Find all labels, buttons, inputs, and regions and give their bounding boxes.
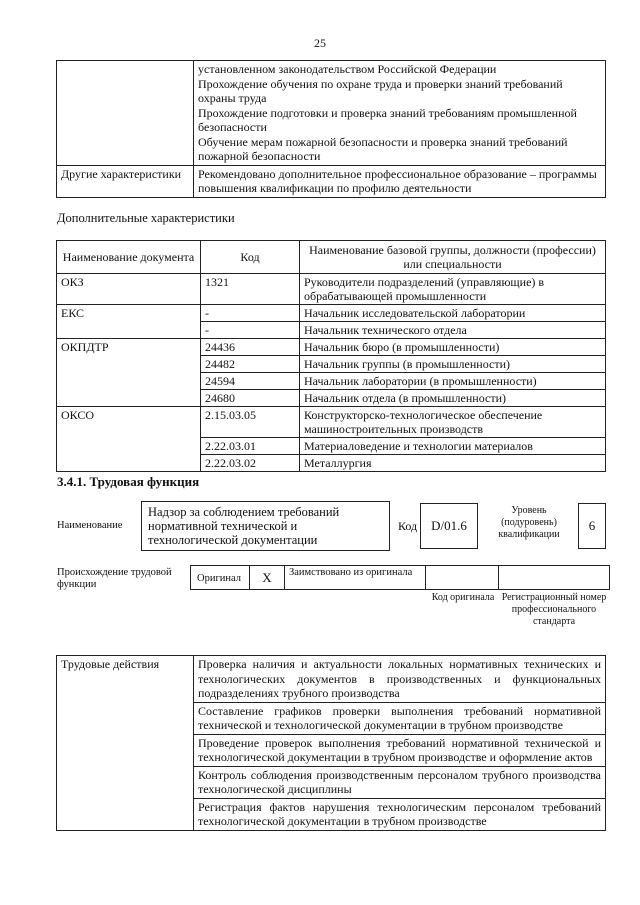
column-header: Код	[201, 241, 300, 274]
origin-row	[190, 565, 610, 590]
name-cell: Конструкторско-технологическое обеспечение машиностроительных производств	[300, 407, 606, 438]
level-box: 6	[578, 503, 606, 549]
function-name-box: Надзор за соблюдением требований нормативной технической и технологической документации	[141, 501, 390, 551]
original-cell: Оригинал	[190, 565, 250, 590]
name-cell: Материаловедение и технологии материалов	[300, 438, 606, 455]
section-title: 3.4.1. Трудовая функция	[57, 474, 200, 489]
name-cell: Начальник бюро (в промышленности)	[300, 339, 606, 356]
doc-cell: ОКЗ	[57, 274, 201, 305]
name-cell: Начальник исследовательской лаборатории	[300, 305, 606, 322]
row-content: Рекомендовано дополнительное профессиональное образование – программы повышения квалификации по профилю деятельности	[194, 165, 606, 197]
table-row	[57, 165, 606, 197]
labor-action-item: Проверка наличия и актуальности локальных нормативных технических и технологических документов в производственных и функциональных подразделениях трубного производства	[194, 656, 606, 703]
borrowed-cell: Заимствовано из оригинала	[284, 565, 426, 590]
level-label: Уровень (подуровень) квалификации	[498, 505, 560, 540]
requirement-line: Прохождение подготовки и проверка знаний требованиям промышленной безопасности	[198, 105, 577, 134]
labor-action-item: Составление графиков проверки выполнения требований нормативной технической и технологической документации в трубном производстве	[194, 702, 606, 734]
name-cell: Начальник отдела (в промышленности)	[300, 390, 606, 407]
table-row	[57, 656, 606, 703]
code-original-caption: Код оригинала	[431, 592, 495, 603]
column-header: Наименование документа	[57, 241, 201, 274]
name-cell: Руководители подразделений (управляющие) в обрабатывающей промышленности	[300, 274, 606, 305]
labor-action-item: Контроль соблюдения производственным персоналом трубного производства технологической дисциплины	[194, 766, 606, 798]
code-cell: 2.22.03.02	[201, 455, 300, 472]
reg-number-cell	[498, 565, 610, 590]
origin-label: Происхождение трудовой функции	[57, 567, 172, 590]
table-row	[57, 274, 606, 305]
labor-actions-label: Трудовые действия	[57, 656, 194, 831]
code-cell: 1321	[201, 274, 300, 305]
table-row	[57, 339, 606, 356]
row-content	[194, 61, 606, 166]
name-cell: Начальник группы (в промышленности)	[300, 356, 606, 373]
name-cell: Начальник лаборатории (в промышленности)	[300, 373, 606, 390]
function-code-box: D/01.6	[420, 503, 478, 549]
table-row	[57, 407, 606, 438]
requirement-line: Прохождение обучения по охране труда и проверки знаний требований охраны труда	[198, 76, 563, 105]
column-header: Наименование базовой группы, должности (профессии) или специальности	[300, 241, 606, 274]
labor-actions-table	[56, 655, 606, 831]
code-cell: 24594	[201, 373, 300, 390]
doc-cell: ОКСО	[57, 407, 201, 472]
table-row	[57, 61, 606, 166]
name-cell: Начальник технического отдела	[300, 322, 606, 339]
code-cell: 24436	[201, 339, 300, 356]
row-label: Другие характеристики	[57, 165, 194, 197]
doc-cell: ЕКС	[57, 305, 201, 339]
code-label: Код	[398, 519, 418, 533]
code-cell: 2.22.03.01	[201, 438, 300, 455]
code-cell: 2.15.03.05	[201, 407, 300, 438]
code-cell: -	[201, 305, 300, 322]
code-original-cell	[425, 565, 499, 590]
code-cell: 24482	[201, 356, 300, 373]
row-label	[57, 61, 194, 166]
name-label: Наименование	[57, 520, 123, 531]
name-cell: Металлургия	[300, 455, 606, 472]
requirement-line: установленном законодательством Российской Федерации	[198, 62, 497, 76]
doc-cell: ОКПДТР	[57, 339, 201, 407]
additional-characteristics-title: Дополнительные характеристики	[57, 211, 235, 225]
code-cell: -	[201, 322, 300, 339]
reg-number-caption: Регистрационный номер профессионального стандарта	[501, 592, 607, 627]
original-mark: X	[249, 565, 285, 590]
labor-action-item: Проведение проверок выполнения требований нормативной технической и технологической документации в трубном производстве и оформление актов	[194, 734, 606, 766]
page-number: 25	[314, 36, 326, 50]
table-header-row	[57, 241, 606, 274]
requirement-line: Обучение мерам пожарной безопасности и проверка знаний требований пожарной безопасности	[198, 134, 568, 163]
table-row	[57, 305, 606, 322]
additional-characteristics-table	[56, 240, 606, 472]
requirements-table	[56, 60, 606, 198]
labor-action-item: Регистрация фактов нарушения технологическим персоналом требований технологической документации в трубном производстве	[194, 798, 606, 830]
code-cell: 24680	[201, 390, 300, 407]
